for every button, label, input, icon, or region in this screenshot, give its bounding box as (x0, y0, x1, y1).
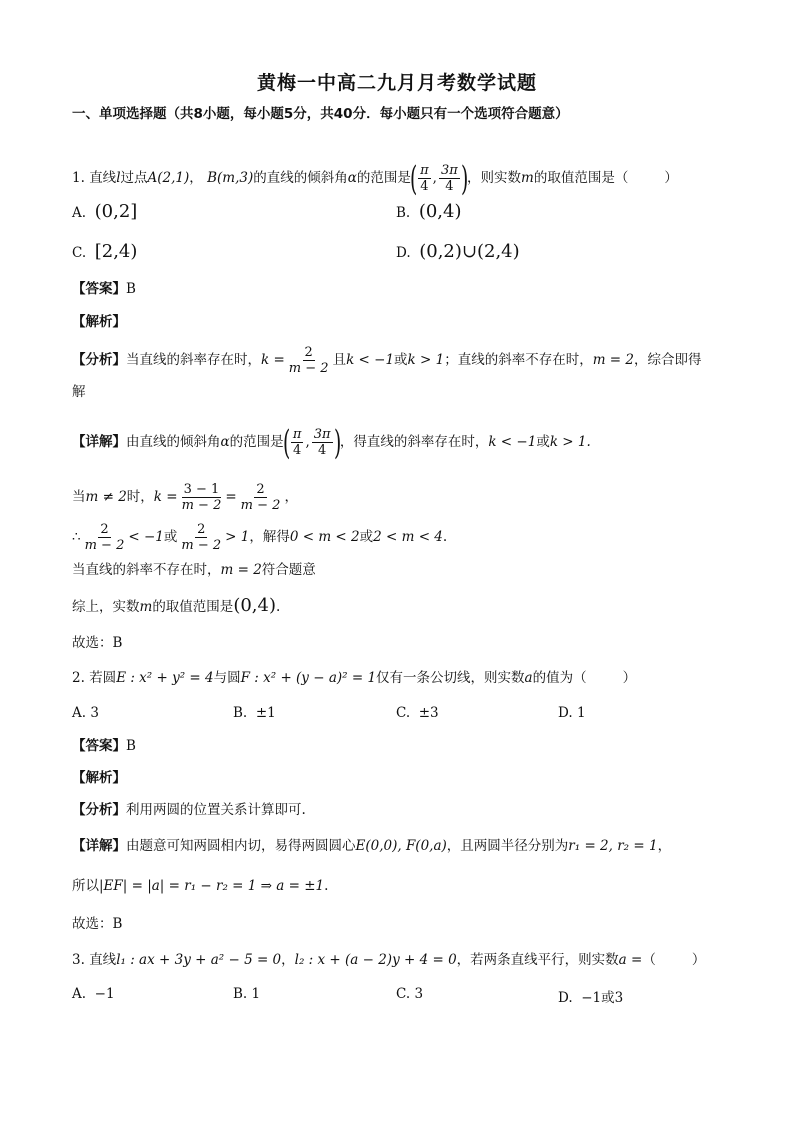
math: > 1 (225, 529, 250, 545)
option-label: C. (72, 245, 87, 261)
text: . (442, 529, 448, 545)
fraction (287, 345, 331, 376)
text: 或 (163, 529, 178, 545)
math: m = 2 (220, 562, 262, 578)
text: 或 (536, 434, 550, 450)
q3-option-d[interactable] (558, 986, 623, 1006)
circle-f: F : x² + (y − a)² = 1 (240, 670, 377, 686)
fenxi-label: 【分析】 (72, 802, 126, 818)
circle-e: E : x² + y² = 4 (116, 670, 214, 686)
frac-den: 4 (420, 179, 429, 194)
q1-text: 过点 (120, 170, 148, 186)
q1-text: 的范围是 (356, 170, 411, 186)
q2-line2 (72, 876, 328, 896)
q2-answer (72, 736, 136, 756)
q1-option-a[interactable] (72, 201, 137, 222)
text: ，综合即得 (634, 352, 702, 368)
option-text: 3 (414, 986, 424, 1002)
text: 的取值范围是 (152, 599, 234, 615)
fraction (83, 522, 127, 553)
alpha: α (220, 434, 230, 450)
choose-label: 故选： (72, 635, 113, 651)
frac-den: m − 2 (240, 498, 281, 513)
option-label: D. (396, 245, 411, 261)
math: m (139, 599, 153, 615)
text: ∴ (72, 529, 81, 545)
option-label: A. (72, 705, 87, 721)
q1-line4 (72, 522, 447, 553)
text: 当 (72, 489, 86, 505)
text: 的范围是 (229, 434, 284, 450)
text: ， (657, 838, 672, 854)
text: 的值为（ (532, 670, 587, 686)
text: 由题意可知两圆相内切，易得两圆圆心 (126, 838, 356, 854)
q3-option-a[interactable] (72, 986, 115, 1002)
q1-line5 (72, 560, 316, 580)
q1-analysis (72, 312, 126, 332)
q2-detail (72, 836, 671, 856)
q1-text: 的直线的倾斜角 (253, 170, 348, 186)
right-paren: ) (460, 158, 469, 199)
text: ，若两条直线平行，则实数 (456, 952, 619, 968)
q3-number: 3. (72, 952, 85, 968)
q1-detail: 【详解】由直线的倾斜角α的范围是( $\frac{\pi}{4}$ , $\frac{3\pi}{4}$ )，得直线的斜率存在时，k < −1或k > 1. (72, 422, 591, 463)
math: = (225, 489, 237, 505)
text: . (275, 599, 281, 615)
section-header: 一、单项选择题（共8小题，每小题5分，共40分．每小题只有一个选项符合题意） (72, 106, 569, 122)
math: k < −1 (488, 434, 537, 450)
q2-option-c[interactable] (396, 705, 439, 721)
answer-value: B (126, 281, 136, 297)
math: 2 < m < 4 (373, 529, 443, 545)
q2-option-b[interactable] (233, 705, 276, 721)
frac-num: 3 − 1 (183, 482, 220, 497)
math: E(0,0), F(0,a) (355, 838, 447, 854)
q1-alpha: α (347, 170, 357, 186)
text: （ (642, 952, 656, 968)
detail-label: 【详解】 (72, 434, 126, 450)
frac-den: m − 2 (181, 498, 222, 513)
fenxi-label: 【分析】 (72, 352, 126, 368)
frac-num: 2 (100, 522, 109, 537)
text: ；直线的斜率不存在时， (444, 352, 593, 368)
option-text: ±3 (418, 705, 439, 721)
frac-num: 3π (440, 163, 458, 178)
text: 当直线的斜率不存在时， (72, 562, 221, 578)
left-paren: ( (409, 158, 418, 199)
q2-option-d[interactable] (558, 705, 586, 721)
math: < −1 (128, 529, 164, 545)
text: 若圆 (89, 670, 117, 686)
text: 仅有一条公切线，则实数 (376, 670, 525, 686)
line-l2: l₂ : x + (a − 2)y + 4 = 0 (294, 952, 457, 968)
fraction (180, 482, 224, 513)
math: m ≠ 2 (85, 489, 127, 505)
text: 由直线的倾斜角 (126, 434, 221, 450)
frac-den: 4 (445, 179, 454, 194)
frac-num: 2 (256, 482, 265, 497)
q1-stem: 1. 直线l过点A(2,1)， B(m,3)的直线的倾斜角α的范围是( $\frac{\pi}{4}$ , $\frac{3\pi}{4}$ )，则实数m的取值范围是（ ） (72, 158, 678, 199)
option-text: −1或3 (581, 990, 624, 1006)
choose-label: 故选： (72, 916, 113, 932)
q1-math-l: l (116, 170, 121, 186)
option-text: −1 (94, 986, 115, 1002)
option-text: ±1 (255, 705, 276, 721)
q2-stem (72, 668, 636, 688)
option-label: C. (396, 986, 411, 1002)
q1-text: ，则实数 (467, 170, 522, 186)
fraction (439, 163, 460, 194)
math: 0 < m < 2 (289, 529, 360, 545)
answer-value: B (126, 738, 136, 754)
right-paren: ) (333, 422, 341, 463)
q3-option-b[interactable] (233, 986, 260, 1002)
option-text: (0,2)∪(2,4) (419, 241, 520, 262)
text: 利用两圆的位置关系计算即可. (126, 802, 306, 818)
q1-option-d[interactable] (396, 241, 520, 262)
frac-den: 4 (293, 443, 302, 458)
text: ，解得 (249, 529, 290, 545)
option-label: D. (558, 990, 573, 1006)
frac-num: π (420, 163, 429, 178)
answer-label: 【答案】 (72, 281, 126, 297)
math: k > 1 (407, 352, 445, 368)
text: 或 (359, 529, 374, 545)
option-label: C. (396, 705, 411, 721)
text: . (324, 878, 329, 894)
math: |EF| = |a| = r₁ − r₂ = 1 ⇒ a = ±1 (99, 878, 325, 894)
detail-label: 【详解】 (72, 838, 126, 854)
q1-number: 1. (72, 170, 85, 186)
frac-den: 4 (318, 443, 327, 458)
fraction (312, 427, 333, 458)
math: a (524, 670, 533, 686)
math: k = (153, 489, 178, 505)
line-l1: l₁ : ax + 3y + a² − 5 = 0 (116, 952, 282, 968)
page-title: 黄梅一中高二九月月考数学试题 (256, 72, 537, 94)
text: ， (281, 952, 295, 968)
math: k > 1. (549, 434, 591, 450)
math: (0,4) (233, 595, 276, 616)
q2-option-a[interactable] (72, 705, 99, 721)
text: 时， (126, 489, 154, 505)
option-label: B. (233, 986, 248, 1002)
q1-fenxi: 【分析】当直线的斜率存在时，k = $\frac{2}{m - 2}$ 且k < −1或k > 1；直线的斜率不存在时，m = 2，综合即得 (72, 345, 702, 376)
text: ，且两圆半径分别为 (446, 838, 569, 854)
math: m = 2 (592, 352, 635, 368)
fraction (291, 427, 304, 458)
q1-choose (72, 633, 122, 653)
text: ） (691, 952, 706, 968)
q1-line6 (72, 596, 280, 617)
q2-fenxi (72, 800, 306, 820)
option-label: B. (233, 705, 248, 721)
frac-num: 2 (197, 522, 206, 537)
q2-number: 2. (72, 670, 85, 686)
option-text: (0,4) (418, 201, 462, 222)
option-text: 1 (576, 705, 586, 721)
q1-point-a: A(2,1) (147, 170, 190, 186)
q1-fenxi-cont: 解 (72, 384, 86, 400)
option-label: B. (396, 205, 411, 221)
text: ） (622, 670, 637, 686)
text: 直线 (89, 952, 117, 968)
option-label: D. (558, 705, 573, 721)
math: k < −1 (346, 352, 395, 368)
option-text: [2,4) (94, 241, 138, 262)
analysis-label: 【解析】 (72, 314, 126, 330)
text: 当直线的斜率存在时， (126, 352, 261, 368)
q1-math-m: m (521, 170, 534, 186)
q1-option-b[interactable] (396, 201, 461, 222)
math: r₁ = 2, r₂ = 1 (568, 838, 658, 854)
math: a = (618, 952, 643, 968)
frac-den: m − 2 (288, 361, 329, 376)
analysis-label: 【解析】 (72, 770, 126, 786)
text: 且 (332, 352, 347, 368)
q1-text: ） (664, 170, 678, 186)
option-label: A. (72, 205, 87, 221)
q3-stem (72, 950, 705, 970)
frac-den: m − 2 (84, 538, 125, 553)
answer-label: 【答案】 (72, 738, 126, 754)
frac-num: 3π (313, 427, 331, 442)
fraction (418, 163, 431, 194)
q1-point-b: B(m,3) (207, 170, 254, 186)
text: ， (284, 489, 298, 505)
q1-line3 (72, 482, 298, 513)
q2-choose (72, 914, 122, 934)
option-text: (0,2] (94, 201, 138, 222)
q1-option-c[interactable] (72, 241, 137, 262)
text: ，得直线的斜率存在时， (339, 434, 489, 450)
text: 所以 (72, 878, 99, 894)
text: 符合题意 (261, 562, 316, 578)
option-label: A. (72, 986, 87, 1002)
frac-num: 2 (304, 345, 313, 360)
fraction (179, 522, 223, 553)
q1-answer (72, 279, 136, 299)
frac-den: m − 2 (181, 538, 222, 553)
q3-option-c[interactable] (396, 986, 423, 1002)
left-paren: ( (282, 422, 290, 463)
text: 或 (394, 352, 408, 368)
q2-analysis (72, 768, 126, 788)
frac-num: π (292, 427, 302, 442)
option-text: 1 (251, 986, 261, 1002)
q1-text: 直线 (89, 170, 117, 186)
text: 综上，实数 (72, 599, 140, 615)
q1-text: 的取值范围是（ (533, 170, 629, 186)
text: 与圆 (213, 670, 241, 686)
choose-value: B (112, 916, 123, 932)
option-text: 3 (90, 705, 99, 721)
choose-value: B (112, 635, 123, 651)
fraction (239, 482, 283, 513)
